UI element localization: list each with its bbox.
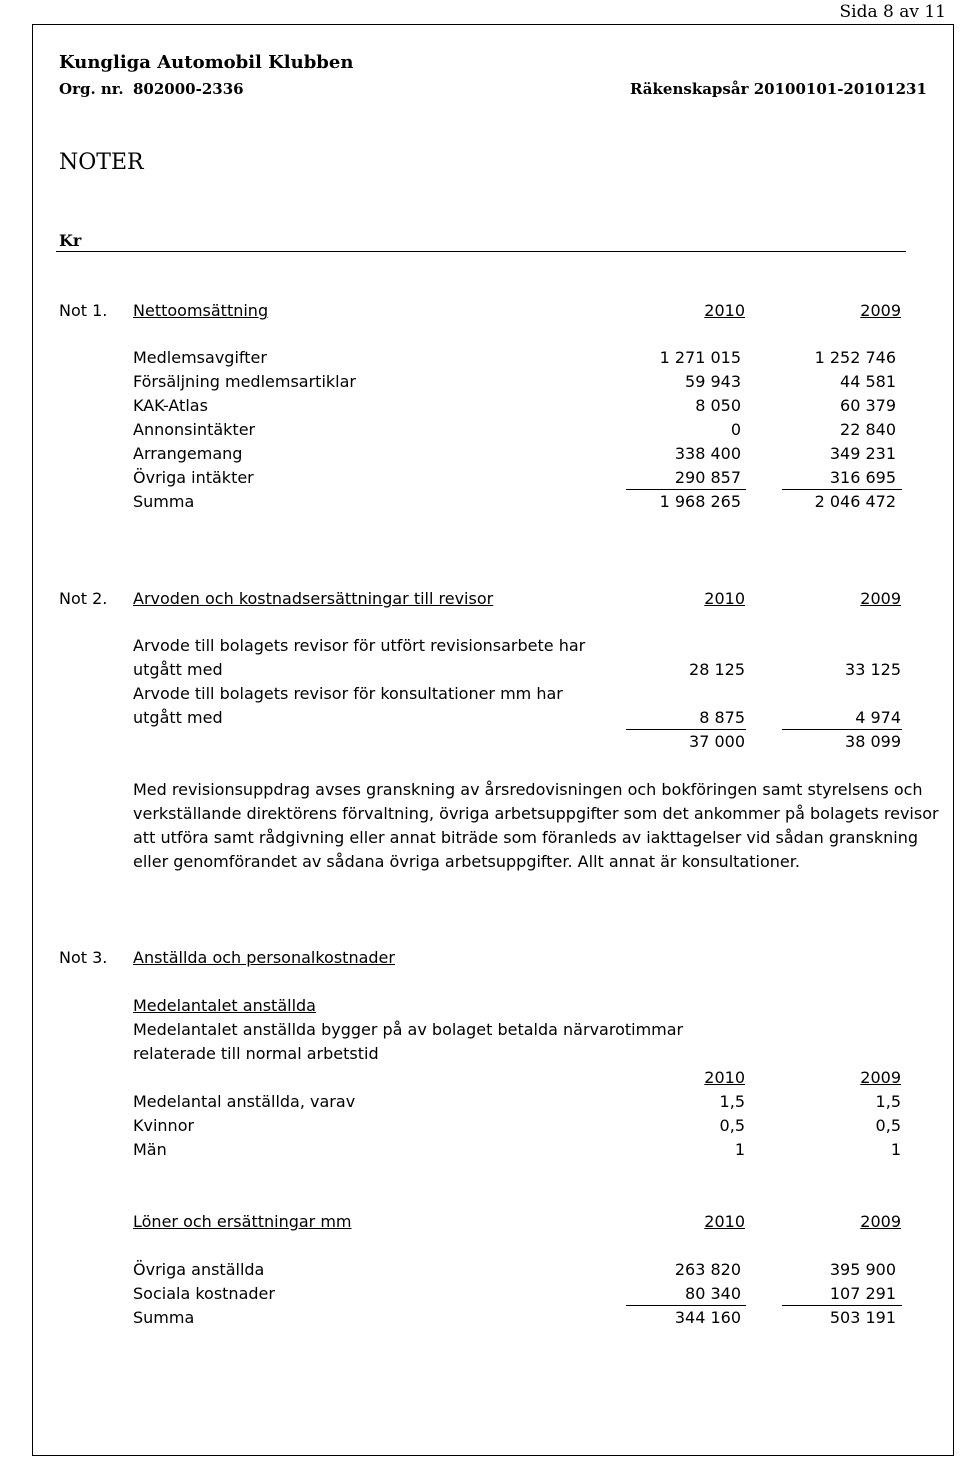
not3-sub1-title: Medelantalet anställda xyxy=(133,996,316,1015)
not3-emp-2010: 0,5 xyxy=(719,1116,745,1135)
not3-sal-2009: 107 291 xyxy=(829,1284,896,1303)
not2-total-2009: 38 099 xyxy=(845,732,901,751)
not3-sal-label: Övriga anställda xyxy=(133,1260,265,1279)
not3-sub2-title: Löner och ersättningar mm xyxy=(133,1212,352,1231)
not1-row-2009: 316 695 xyxy=(829,468,896,487)
not3-emp-2009: 1,5 xyxy=(875,1092,901,1111)
not2-row1-line2: utgått med xyxy=(133,660,223,679)
not2-total-rule-2009 xyxy=(782,729,902,730)
not1-row-label: Annonsintäkter xyxy=(133,420,256,439)
not2-paragraph-line: verkställande direktörens förvaltning, övriga arbetsuppgifter som det ankommer på bolagets revisor xyxy=(133,804,939,823)
currency-label: Kr xyxy=(59,231,82,250)
not1-row-2009: 22 840 xyxy=(840,420,896,439)
not1-row-label: Arrangemang xyxy=(133,444,243,463)
not1-title: Nettoomsättning xyxy=(133,301,269,320)
not2-row1-2010: 28 125 xyxy=(689,660,745,679)
not1-row-label: KAK-Atlas xyxy=(133,396,208,415)
not2-col-2010: 2010 xyxy=(704,589,745,608)
not1-sum-rule-2009 xyxy=(782,489,902,490)
not3-sal-2009: 395 900 xyxy=(829,1260,896,1279)
not1-row-2009: 1 252 746 xyxy=(814,348,896,367)
not1-row-2010: 338 400 xyxy=(674,444,741,463)
not2-label: Not 2. xyxy=(59,589,108,608)
not3-sal-2010: 80 340 xyxy=(685,1284,741,1303)
not2-col-2009: 2009 xyxy=(860,589,901,608)
orgnr-value: 802000-2336 xyxy=(133,80,244,98)
not2-paragraph-line: eller genomförandet av sådana övriga arbetsuppgifter. Allt annat är konsultationer. xyxy=(133,852,800,871)
not3-sub2-col-2010: 2010 xyxy=(704,1212,745,1231)
not3-col-2009: 2009 xyxy=(860,1068,901,1087)
fiscal-year: Räkenskapsår 20100101-20101231 xyxy=(630,80,927,98)
not1-sum-2009: 2 046 472 xyxy=(814,492,896,511)
not1-sum-rule-2010 xyxy=(626,489,746,490)
not2-total-2010: 37 000 xyxy=(689,732,745,751)
not3-sub1-desc-line1: Medelantalet anställda bygger på av bolaget betalda närvarotimmar xyxy=(133,1020,684,1039)
not3-sum-rule-2009 xyxy=(782,1305,902,1306)
not3-emp-2010: 1 xyxy=(734,1140,745,1159)
not1-row-2010: 0 xyxy=(730,420,741,439)
not2-row2-2009: 4 974 xyxy=(855,708,901,727)
not3-emp-2010: 1,5 xyxy=(719,1092,745,1111)
not1-row-label: Medlemsavgifter xyxy=(133,348,267,367)
not3-sal-sum-2010: 344 160 xyxy=(674,1308,741,1327)
not1-label: Not 1. xyxy=(59,301,108,320)
not1-row-2010: 8 050 xyxy=(695,396,741,415)
not3-emp-2009: 0,5 xyxy=(875,1116,901,1135)
not2-row2-line2: utgått med xyxy=(133,708,223,727)
not3-sub1-desc-line2: relaterade till normal arbetstid xyxy=(133,1044,379,1063)
not1-row-2010: 290 857 xyxy=(674,468,741,487)
page-number: Sida 8 av 11 xyxy=(839,2,946,22)
not2-row2-line1: Arvode till bolagets revisor för konsultationer mm har xyxy=(133,684,563,703)
not1-row-2009: 349 231 xyxy=(829,444,896,463)
not2-paragraph-line: att utföra samt rådgivning eller annat biträde som föranleds av iakttagelser vid sådan granskning xyxy=(133,828,919,847)
not2-row1-line1: Arvode till bolagets revisor för utfört revisionsarbete har xyxy=(133,636,586,655)
not3-emp-label: Män xyxy=(133,1140,167,1159)
section-title: NOTER xyxy=(59,150,144,175)
not3-title: Anställda och personalkostnader xyxy=(133,948,395,967)
not3-label: Not 3. xyxy=(59,948,108,967)
not3-sal-label: Sociala kostnader xyxy=(133,1284,275,1303)
not3-sum-rule-2010 xyxy=(626,1305,746,1306)
not1-col-2010: 2010 xyxy=(704,301,745,320)
not2-title: Arvoden och kostnadsersättningar till revisor xyxy=(133,589,494,608)
header-rule xyxy=(56,251,906,252)
not1-sum-2010: 1 968 265 xyxy=(659,492,741,511)
not2-row1-2009: 33 125 xyxy=(845,660,901,679)
not1-row-label: Övriga intäkter xyxy=(133,468,254,487)
not3-sal-2010: 263 820 xyxy=(674,1260,741,1279)
org-name: Kungliga Automobil Klubben xyxy=(59,52,354,73)
not3-emp-label: Medelantal anställda, varav xyxy=(133,1092,356,1111)
not1-row-label: Försäljning medlemsartiklar xyxy=(133,372,356,391)
not1-row-2010: 59 943 xyxy=(685,372,741,391)
not3-sub2-col-2009: 2009 xyxy=(860,1212,901,1231)
not3-emp-label: Kvinnor xyxy=(133,1116,195,1135)
not2-row2-2010: 8 875 xyxy=(699,708,745,727)
not2-paragraph-line: Med revisionsuppdrag avses granskning av årsredovisningen och bokföringen samt styrelsens och xyxy=(133,780,923,799)
not3-emp-2009: 1 xyxy=(890,1140,901,1159)
not3-sal-sum-2009: 503 191 xyxy=(829,1308,896,1327)
not1-row-2009: 60 379 xyxy=(840,396,896,415)
not3-sal-sum-label: Summa xyxy=(133,1308,195,1327)
not1-col-2009: 2009 xyxy=(860,301,901,320)
not1-row-2009: 44 581 xyxy=(840,372,896,391)
not1-row-2010: 1 271 015 xyxy=(659,348,741,367)
not2-total-rule-2010 xyxy=(626,729,746,730)
orgnr-label: Org. nr. xyxy=(59,80,124,98)
not1-sum-label: Summa xyxy=(133,492,195,511)
not3-col-2010: 2010 xyxy=(704,1068,745,1087)
